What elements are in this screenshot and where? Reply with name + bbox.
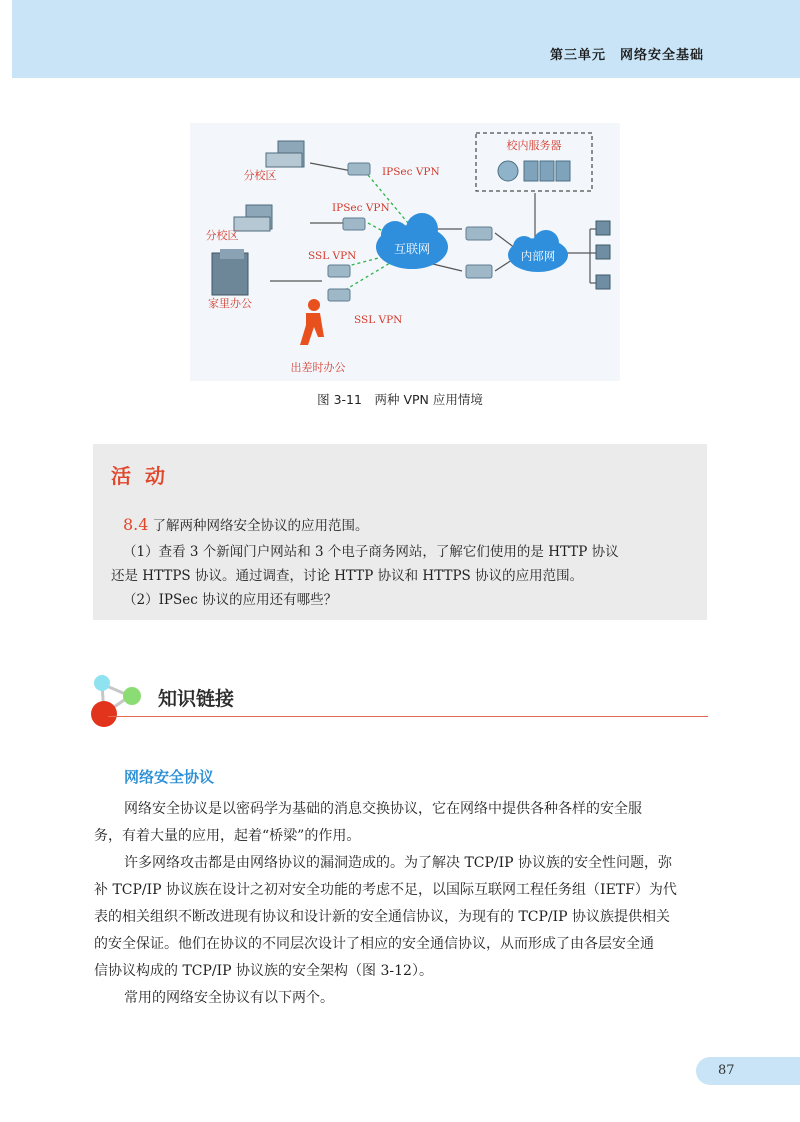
ssl-vpn-label-2: SSL VPN <box>354 314 403 326</box>
intranet-label: 内部网 <box>520 249 556 263</box>
travel-label: 出差时办公 <box>290 361 346 374</box>
body-line-3: 许多网络攻击都是由网络协议的漏洞造成的。为了解决 TCP/IP 协议族的安全性问题，弥 <box>124 855 673 871</box>
body-line-8: 常用的网络安全协议有以下两个。 <box>124 990 334 1006</box>
vpn-diagram <box>190 123 620 381</box>
branch1-label: 分校区 <box>243 169 277 182</box>
branch2-label: 分校区 <box>205 229 239 242</box>
knowledge-divider <box>108 716 708 717</box>
servers-label: 校内服务器 <box>506 139 562 152</box>
desktop-computer-icon <box>596 221 610 289</box>
figure-caption: 图 3-11 两种 VPN 应用情境 <box>317 392 483 407</box>
running-header <box>536 44 704 63</box>
activity-intro: 了解两种网络安全协议的应用范围。 <box>152 518 369 534</box>
body-line-2: 务，有着大量的应用，起着“桥梁”的作用。 <box>94 828 361 844</box>
header-title: 网络安全基础 <box>619 48 704 63</box>
page-number-tab <box>696 1057 800 1085</box>
body-line-4: 补 TCP/IP 协议族在设计之初对安全功能的考虑不足，以国际互联网工程任务组（IETF）为代 <box>94 882 677 898</box>
activity-item1-line1: （1）查看 3 个新闻门户网站和 3 个电子商务网站，了解它们使用的是 HTTP 协议 <box>123 544 619 560</box>
body-line-7: 信协议构成的 TCP/IP 协议族的安全架构（图 3-12）。 <box>94 963 433 979</box>
header-unit: 第三单元 <box>549 48 606 63</box>
body-line-5: 表的相关组织不断改进现有协议和设计新的安全通信协议，为现有的 TCP/IP 协议族提供相关 <box>94 909 671 925</box>
vpn-figure <box>190 123 620 381</box>
home-office-building-icon <box>212 249 248 295</box>
home-label: 家里办公 <box>208 297 252 310</box>
knowledge-link-icon <box>90 672 150 728</box>
activity-box <box>93 444 707 620</box>
header-band <box>12 0 800 78</box>
activity-title: 活动 <box>111 464 179 488</box>
page-number: 87 <box>718 1063 735 1078</box>
activity-number: 8.4 <box>123 515 149 534</box>
activity-intro-line <box>123 514 368 534</box>
ssl-vpn-label-1: SSL VPN <box>308 250 357 262</box>
internet-label: 互联网 <box>393 242 431 256</box>
body-line-6: 的安全保证。他们在协议的不同层次设计了相应的安全通信协议，从而形成了由各层安全通 <box>94 936 654 952</box>
knowledge-title: 知识链接 <box>158 688 235 710</box>
ipsec-vpn-label-1: IPSec VPN <box>382 166 440 178</box>
ipsec-vpn-label-2: IPSec VPN <box>332 202 390 214</box>
activity-item2: （2）IPSec 协议的应用还有哪些？ <box>123 592 338 608</box>
activity-item1-line2: 还是 HTTPS 协议。通过调查，讨论 HTTP 协议和 HTTPS 协议的应用范围。 <box>111 568 584 584</box>
server-icon <box>498 161 570 181</box>
section-title: 网络安全协议 <box>124 768 215 786</box>
body-line-1: 网络安全协议是以密码学为基础的消息交换协议，它在网络中提供各种各样的安全服 <box>124 801 642 817</box>
